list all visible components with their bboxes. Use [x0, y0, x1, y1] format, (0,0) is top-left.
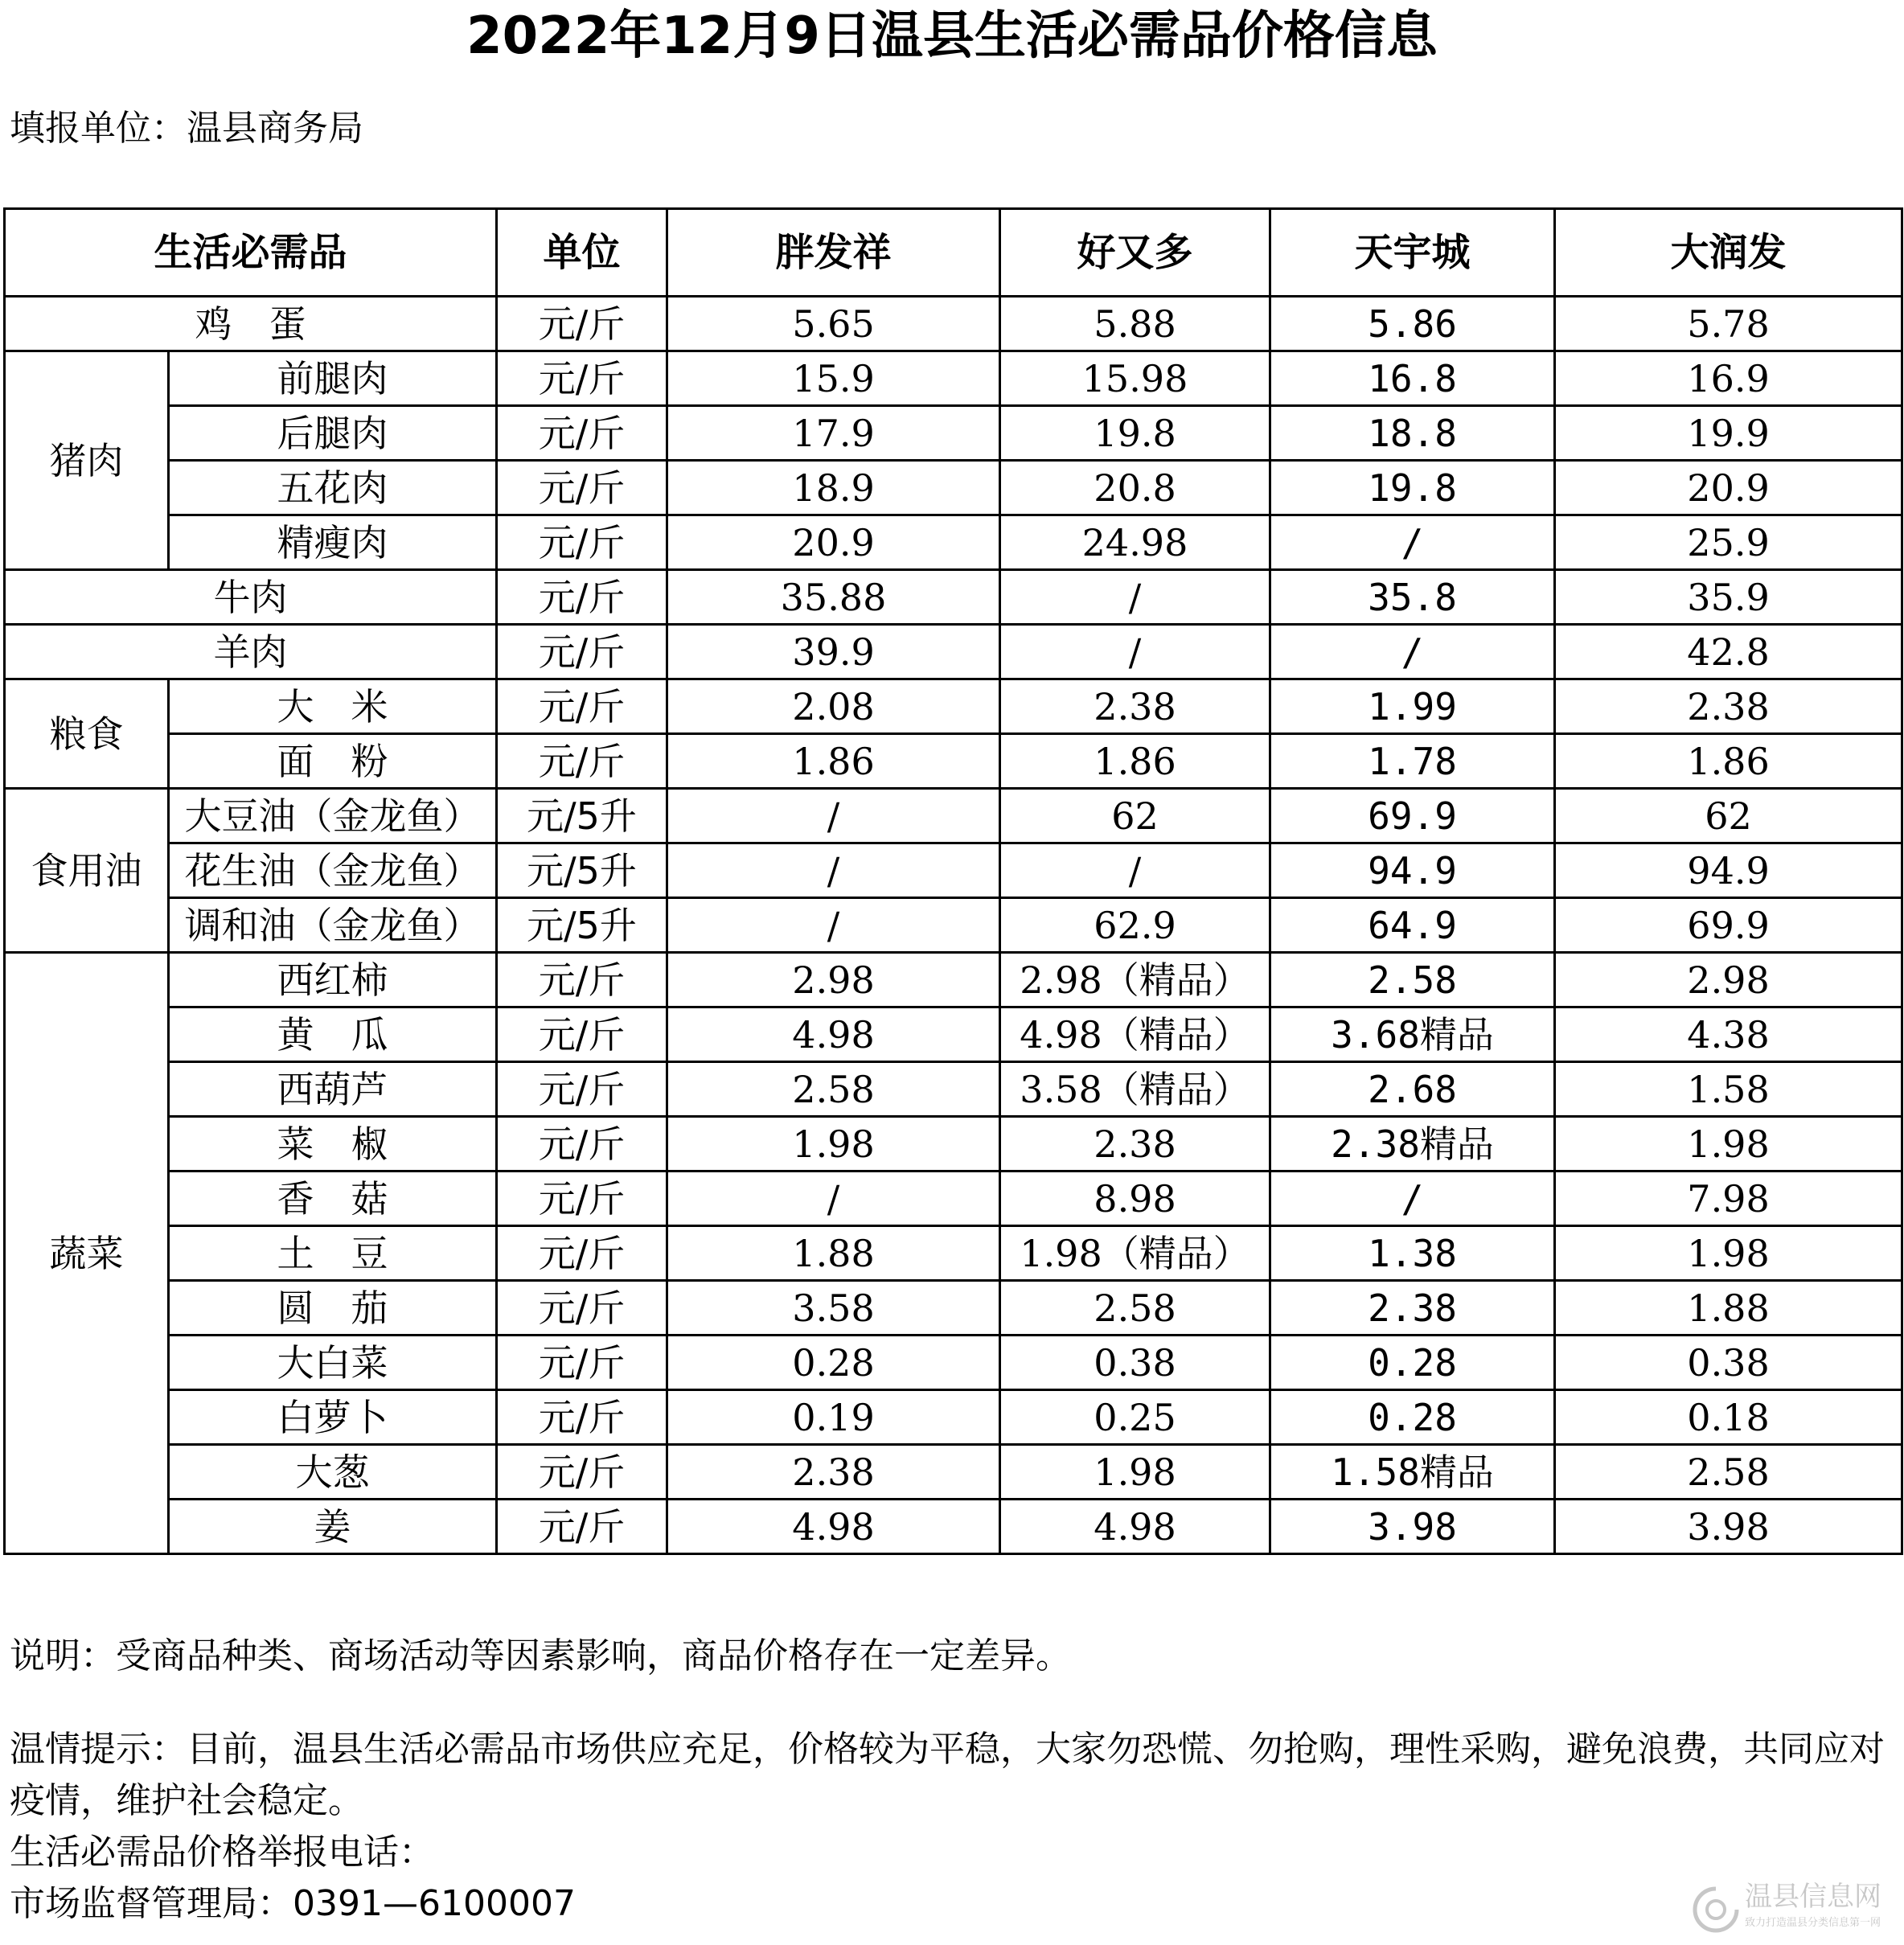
table-row [5, 1390, 1902, 1445]
category-cell: 猪肉 [5, 351, 169, 570]
item-unit: 元/斤 [497, 297, 667, 351]
tip-text: 温情提示：目前，温县生活必需品市场供应充足，价格较为平稳，大家勿恐慌、勿抢购，理性采购，避免浪费，共同应对疫情，维护社会稳定。 [10, 1729, 1885, 1821]
table-row [5, 734, 1902, 789]
item-name: 花生油（金龙鱼） [169, 843, 497, 898]
header-store-3: 天宇城 [1270, 209, 1555, 297]
item-name: 后腿肉 [169, 406, 497, 461]
price-cell: 16.9 [1555, 351, 1902, 406]
item-name: 精瘦肉 [169, 515, 497, 570]
price-cell: 94.9 [1270, 843, 1555, 898]
price-cell: 20.9 [1555, 461, 1902, 515]
item-unit: 元/斤 [497, 461, 667, 515]
hotline-number: 市场监督管理局：0391—6100007 [10, 1883, 576, 1924]
price-cell: 3.58 [667, 1281, 1000, 1336]
price-cell: 1.88 [667, 1226, 1000, 1281]
price-cell: 2.98（精品） [1000, 953, 1270, 1007]
price-cell: / [1270, 625, 1555, 679]
table-row [5, 1500, 1902, 1554]
item-name: 鸡 蛋 [5, 297, 497, 351]
table-row [5, 297, 1902, 351]
price-cell: 1.98 [667, 1117, 1000, 1172]
price-cell: 0.38 [1555, 1336, 1902, 1390]
price-cell: 1.98 [1555, 1226, 1902, 1281]
item-unit: 元/5升 [497, 898, 667, 953]
item-name: 大豆油（金龙鱼） [169, 789, 497, 843]
price-cell: 18.8 [1270, 406, 1555, 461]
category-cell: 粮食 [5, 679, 169, 789]
price-cell: 39.9 [667, 625, 1000, 679]
price-cell: 4.98 [1000, 1500, 1270, 1554]
price-cell: / [1000, 625, 1270, 679]
price-cell: 2.58 [1555, 1445, 1902, 1500]
item-unit: 元/斤 [497, 406, 667, 461]
table-row [5, 1336, 1902, 1390]
price-cell: 15.9 [667, 351, 1000, 406]
price-cell: 5.65 [667, 297, 1000, 351]
item-unit: 元/斤 [497, 1390, 667, 1445]
price-cell: 1.88 [1555, 1281, 1902, 1336]
item-unit: 元/斤 [497, 351, 667, 406]
table-row [5, 1226, 1902, 1281]
price-cell: 94.9 [1555, 843, 1902, 898]
item-unit: 元/斤 [497, 1445, 667, 1500]
price-cell: 2.38 [1555, 679, 1902, 734]
item-unit: 元/斤 [497, 1500, 667, 1554]
table-row [5, 679, 1902, 734]
price-cell: 1.99 [1270, 679, 1555, 734]
item-name: 大 米 [169, 679, 497, 734]
price-cell: 2.38 [1270, 1281, 1555, 1336]
header-store-1: 胖发祥 [667, 209, 1000, 297]
item-unit: 元/斤 [497, 1117, 667, 1172]
price-cell: 35.88 [667, 570, 1000, 625]
table-row [5, 570, 1902, 625]
price-cell: 0.38 [1000, 1336, 1270, 1390]
header-item: 生活必需品 [5, 209, 497, 297]
item-unit: 元/斤 [497, 1281, 667, 1336]
price-cell: 1.86 [667, 734, 1000, 789]
price-cell: / [1270, 515, 1555, 570]
price-cell: 0.28 [1270, 1336, 1555, 1390]
price-cell: 19.8 [1000, 406, 1270, 461]
item-name: 面 粉 [169, 734, 497, 789]
price-cell: 69.9 [1270, 789, 1555, 843]
header-unit: 单位 [497, 209, 667, 297]
item-unit: 元/斤 [497, 1336, 667, 1390]
price-cell: 35.9 [1555, 570, 1902, 625]
price-cell: 1.78 [1270, 734, 1555, 789]
item-unit: 元/斤 [497, 570, 667, 625]
item-name: 西红柿 [169, 953, 497, 1007]
item-name: 姜 [169, 1500, 497, 1554]
item-unit: 元/斤 [497, 1007, 667, 1062]
price-cell: 1.86 [1000, 734, 1270, 789]
price-cell: 1.38 [1270, 1226, 1555, 1281]
price-cell: 4.38 [1555, 1007, 1902, 1062]
table-row [5, 406, 1902, 461]
table-row [5, 1281, 1902, 1336]
table-row [5, 1062, 1902, 1117]
price-cell: 2.58 [667, 1062, 1000, 1117]
item-unit: 元/斤 [497, 953, 667, 1007]
table-row [5, 843, 1902, 898]
price-cell: 1.98 [1555, 1117, 1902, 1172]
price-cell: 69.9 [1555, 898, 1902, 953]
watermark-name: 温县信息网 [1745, 1881, 1881, 1913]
price-cell: 2.58 [1270, 953, 1555, 1007]
price-cell: 1.98（精品） [1000, 1226, 1270, 1281]
price-cell: / [667, 898, 1000, 953]
item-name: 五花肉 [169, 461, 497, 515]
item-unit: 元/5升 [497, 789, 667, 843]
table-row [5, 461, 1902, 515]
item-name: 黄 瓜 [169, 1007, 497, 1062]
price-cell: 2.38精品 [1270, 1117, 1555, 1172]
table-row [5, 351, 1902, 406]
item-unit: 元/斤 [497, 679, 667, 734]
reporting-unit: 填报单位：温县商务局 [10, 108, 363, 149]
price-cell: 2.68 [1270, 1062, 1555, 1117]
price-cell: 25.9 [1555, 515, 1902, 570]
item-name: 圆 茄 [169, 1281, 497, 1336]
explanation-text: 说明：受商品种类、商场活动等因素影响，商品价格存在一定差异。 [10, 1635, 1071, 1676]
price-cell: 35.8 [1270, 570, 1555, 625]
table-row [5, 898, 1902, 953]
item-name: 调和油（金龙鱼） [169, 898, 497, 953]
table-row [5, 1117, 1902, 1172]
price-cell: 1.58 [1555, 1062, 1902, 1117]
price-cell: 2.58 [1000, 1281, 1270, 1336]
price-cell: 3.98 [1555, 1500, 1902, 1554]
table-row [5, 1445, 1902, 1500]
price-cell: 0.28 [667, 1336, 1000, 1390]
price-cell: 19.8 [1270, 461, 1555, 515]
price-cell: 2.98 [667, 953, 1000, 1007]
price-cell: 1.86 [1555, 734, 1902, 789]
table-row [5, 789, 1902, 843]
price-cell: 19.9 [1555, 406, 1902, 461]
price-cell: 24.98 [1000, 515, 1270, 570]
price-cell: 20.8 [1000, 461, 1270, 515]
item-name: 大白菜 [169, 1336, 497, 1390]
price-cell: 20.9 [667, 515, 1000, 570]
header-store-2: 好又多 [1000, 209, 1270, 297]
notes-section [10, 1631, 1895, 1930]
price-cell: 16.8 [1270, 351, 1555, 406]
price-cell: / [1000, 843, 1270, 898]
spacer [10, 1682, 1895, 1724]
item-name: 前腿肉 [169, 351, 497, 406]
watermark [1692, 1881, 1893, 1939]
price-cell: 0.28 [1270, 1390, 1555, 1445]
price-cell: 2.38 [667, 1445, 1000, 1500]
price-cell: / [667, 1172, 1000, 1226]
category-cell: 食用油 [5, 789, 169, 953]
table-row [5, 515, 1902, 570]
price-cell: 2.08 [667, 679, 1000, 734]
table-row [5, 1172, 1902, 1226]
watermark-logo-icon [1692, 1886, 1740, 1934]
table-row [5, 1007, 1902, 1062]
table-header-row [5, 209, 1902, 297]
item-unit: 元/斤 [497, 515, 667, 570]
price-cell: 3.58（精品） [1000, 1062, 1270, 1117]
price-cell: / [667, 789, 1000, 843]
price-cell: 1.58精品 [1270, 1445, 1555, 1500]
item-unit: 元/斤 [497, 625, 667, 679]
price-cell: 64.9 [1270, 898, 1555, 953]
price-cell: 3.98 [1270, 1500, 1555, 1554]
price-cell: 8.98 [1000, 1172, 1270, 1226]
page-title: 2022年12月9日温县生活必需品价格信息 [466, 6, 1438, 66]
price-cell: 4.98 [667, 1007, 1000, 1062]
price-cell: 2.38 [1000, 1117, 1270, 1172]
item-unit: 元/斤 [497, 1226, 667, 1281]
price-cell: 15.98 [1000, 351, 1270, 406]
item-unit: 元/5升 [497, 843, 667, 898]
price-cell: / [667, 843, 1000, 898]
price-cell: 1.98 [1000, 1445, 1270, 1500]
price-cell: 5.78 [1555, 297, 1902, 351]
price-cell: 62 [1000, 789, 1270, 843]
item-name: 香 菇 [169, 1172, 497, 1226]
price-cell: 3.68精品 [1270, 1007, 1555, 1062]
header-store-4: 大润发 [1555, 209, 1902, 297]
price-cell: 4.98（精品） [1000, 1007, 1270, 1062]
price-cell: 2.98 [1555, 953, 1902, 1007]
price-cell: 0.18 [1555, 1390, 1902, 1445]
price-cell: 62 [1555, 789, 1902, 843]
price-cell: 5.86 [1270, 297, 1555, 351]
item-unit: 元/斤 [497, 734, 667, 789]
table-row [5, 953, 1902, 1007]
price-cell: 0.25 [1000, 1390, 1270, 1445]
price-cell: / [1270, 1172, 1555, 1226]
item-name: 羊肉 [5, 625, 497, 679]
price-cell: 4.98 [667, 1500, 1000, 1554]
price-cell: 7.98 [1555, 1172, 1902, 1226]
item-name: 菜 椒 [169, 1117, 497, 1172]
price-cell: 62.9 [1000, 898, 1270, 953]
price-cell: 5.88 [1000, 297, 1270, 351]
watermark-tagline: 致力打造温县分类信息第一网 [1745, 1917, 1881, 1929]
price-cell: 2.38 [1000, 679, 1270, 734]
price-cell: 18.9 [667, 461, 1000, 515]
item-name: 大葱 [169, 1445, 497, 1500]
price-cell: / [1000, 570, 1270, 625]
item-unit: 元/斤 [497, 1062, 667, 1117]
item-name: 西葫芦 [169, 1062, 497, 1117]
category-cell: 蔬菜 [5, 953, 169, 1554]
hotline-label: 生活必需品价格举报电话： [10, 1832, 434, 1873]
price-cell: 17.9 [667, 406, 1000, 461]
table-row [5, 625, 1902, 679]
price-cell: 0.19 [667, 1390, 1000, 1445]
item-name: 牛肉 [5, 570, 497, 625]
price-table [3, 207, 1903, 1555]
price-cell: 42.8 [1555, 625, 1902, 679]
item-name: 白萝卜 [169, 1390, 497, 1445]
item-unit: 元/斤 [497, 1172, 667, 1226]
item-name: 土 豆 [169, 1226, 497, 1281]
